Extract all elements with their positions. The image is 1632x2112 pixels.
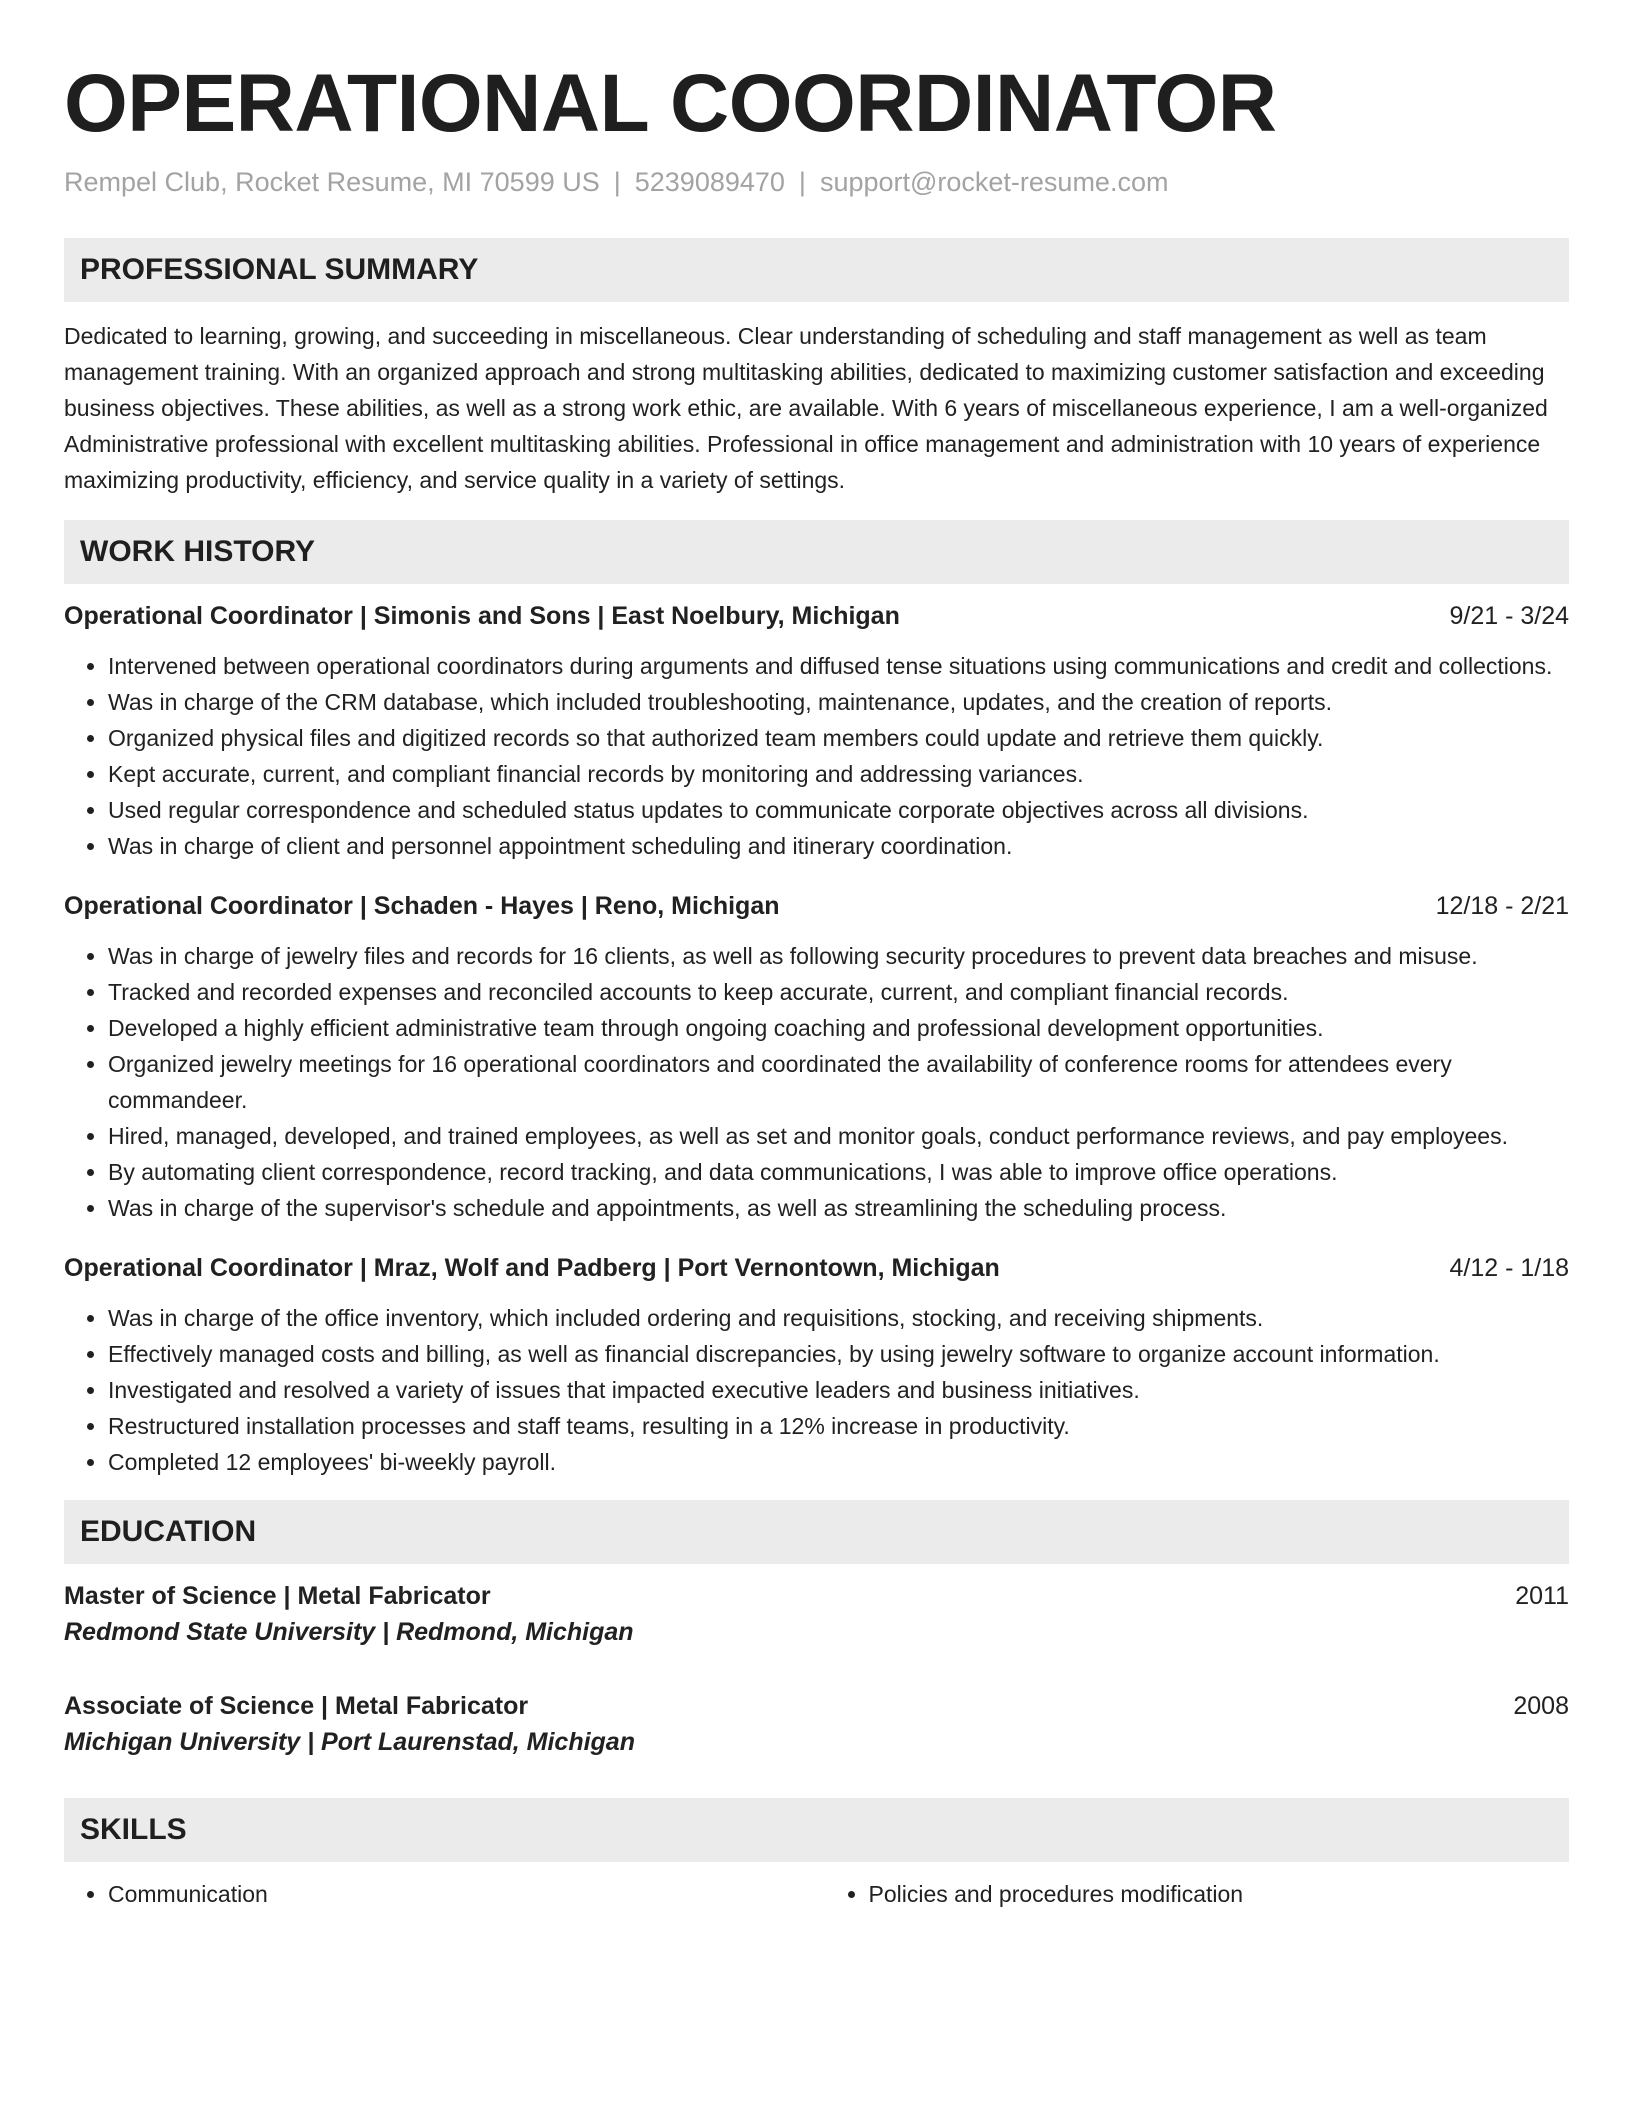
job-bullet: • Was in charge of the office inventory, which included ordering and requisitions, stocking, and receiving shipments. — [108, 1300, 1569, 1336]
job-bullet: • Organized jewelry meetings for 16 operational coordinators and coordinated the availability of conference rooms for attendees every commandeer. — [108, 1046, 1569, 1118]
contact-phone: 5239089470 — [634, 167, 785, 197]
contact-address: Rempel Club, Rocket Resume, MI 70599 US — [64, 167, 600, 197]
education-school: Redmond State University | Redmond, Michigan — [64, 1618, 634, 1646]
education-degree: Associate of Science | Metal Fabricator — [64, 1692, 529, 1720]
job-header — [64, 888, 1569, 924]
summary-text: Dedicated to learning, growing, and succeeding in miscellaneous. Clear understanding of scheduling and staff management as well as team management training. With an organized approach and strong multitasking abilities, dedicated to maximizing customer satisfaction and exceeding business objectives. These abilities, as well as a strong work ethic, are available. With 6 years of miscellaneous experience, I am a well-organized Administrative professional with excellent multitasking abilities. Professional in office management and administration with 10 years of experience maximizing productivity, efficiency, and service quality in a variety of settings. — [64, 323, 1548, 493]
job-title: Operational Coordinator | Mraz, Wolf and Padberg | Port Vernontown, Michigan — [64, 1254, 1000, 1282]
job-bullet: • By automating client correspondence, record tracking, and data communications, I was able to improve office operations. — [108, 1154, 1569, 1190]
job-bullet: • Hired, managed, developed, and trained employees, as well as set and monitor goals, conduct performance reviews, and pay employees. — [108, 1118, 1569, 1154]
job-dates: 12/18 - 2/21 — [1435, 892, 1569, 920]
job-bullets — [64, 648, 1569, 864]
job-bullets — [64, 1300, 1569, 1480]
job-bullet: • Was in charge of the supervisor's schedule and appointments, as well as streamlining the scheduling process. — [108, 1190, 1569, 1226]
job-entry — [64, 888, 1569, 1226]
education-header — [64, 1688, 1569, 1724]
contact-email: support@rocket-resume.com — [819, 167, 1169, 197]
job-dates: 9/21 - 3/24 — [1449, 602, 1569, 630]
skill-item: • Policies and procedures modification — [869, 1876, 1570, 1912]
job-header — [64, 1250, 1569, 1286]
job-entry — [64, 598, 1569, 864]
job-bullet: • Investigated and resolved a variety of issues that impacted executive leaders and business initiatives. — [108, 1372, 1569, 1408]
section-heading-education: EDUCATION — [64, 1500, 1569, 1564]
job-bullet: • Restructured installation processes and staff teams, resulting in a 12% increase in productivity. — [108, 1408, 1569, 1444]
job-header — [64, 598, 1569, 634]
job-entry — [64, 1250, 1569, 1480]
job-bullet: • Was in charge of jewelry files and records for 16 clients, as well as following security procedures to prevent data breaches and misuse. — [108, 938, 1569, 974]
education-entry — [64, 1688, 1569, 1760]
contact-line — [64, 164, 1569, 200]
education-school: Michigan University | Port Laurenstad, Michigan — [64, 1728, 635, 1756]
job-bullets — [64, 938, 1569, 1226]
education-year: 2008 — [1513, 1692, 1569, 1720]
section-heading-skills: SKILLS — [64, 1798, 1569, 1862]
job-bullet: • Completed 12 employees' bi-weekly payroll. — [108, 1444, 1569, 1480]
job-dates: 4/12 - 1/18 — [1449, 1254, 1569, 1282]
job-title: Operational Coordinator | Schaden - Hayes | Reno, Michigan — [64, 892, 780, 920]
section-heading-summary: PROFESSIONAL SUMMARY — [64, 238, 1569, 302]
job-bullet: • Organized physical files and digitized records so that authorized team members could update and retrieve them quickly. — [108, 720, 1569, 756]
education-degree: Master of Science | Metal Fabricator — [64, 1582, 491, 1610]
job-title: Operational Coordinator | Simonis and Sons | East Noelbury, Michigan — [64, 602, 900, 630]
contact-separator: | — [798, 167, 806, 197]
job-bullet: • Used regular correspondence and scheduled status updates to communicate corporate objectives across all divisions. — [108, 792, 1569, 828]
job-bullet: • Was in charge of the CRM database, which included troubleshooting, maintenance, updates, and the creation of reports. — [108, 684, 1569, 720]
job-bullet: • Intervened between operational coordinators during arguments and diffused tense situations using communications and credit and collections. — [108, 648, 1569, 684]
education-year: 2011 — [1515, 1582, 1569, 1610]
contact-separator: | — [613, 167, 621, 197]
education-entry — [64, 1578, 1569, 1650]
job-bullet: • Kept accurate, current, and compliant financial records by monitoring and addressing variances. — [108, 756, 1569, 792]
job-bullet: • Was in charge of client and personnel appointment scheduling and itinerary coordination. — [108, 828, 1569, 864]
skills-list — [64, 1876, 1569, 1912]
candidate-name: OPERATIONAL COORDINATOR — [64, 58, 1277, 149]
skill-item: • Communication — [108, 1876, 809, 1912]
job-bullet: • Tracked and recorded expenses and reconciled accounts to keep accurate, current, and compliant financial records. — [108, 974, 1569, 1010]
section-heading-work-history: WORK HISTORY — [64, 520, 1569, 584]
job-bullet: • Effectively managed costs and billing, as well as financial discrepancies, by using jewelry software to organize account information. — [108, 1336, 1569, 1372]
education-header — [64, 1578, 1569, 1614]
job-bullet: • Developed a highly efficient administrative team through ongoing coaching and professional development opportunities. — [108, 1010, 1569, 1046]
